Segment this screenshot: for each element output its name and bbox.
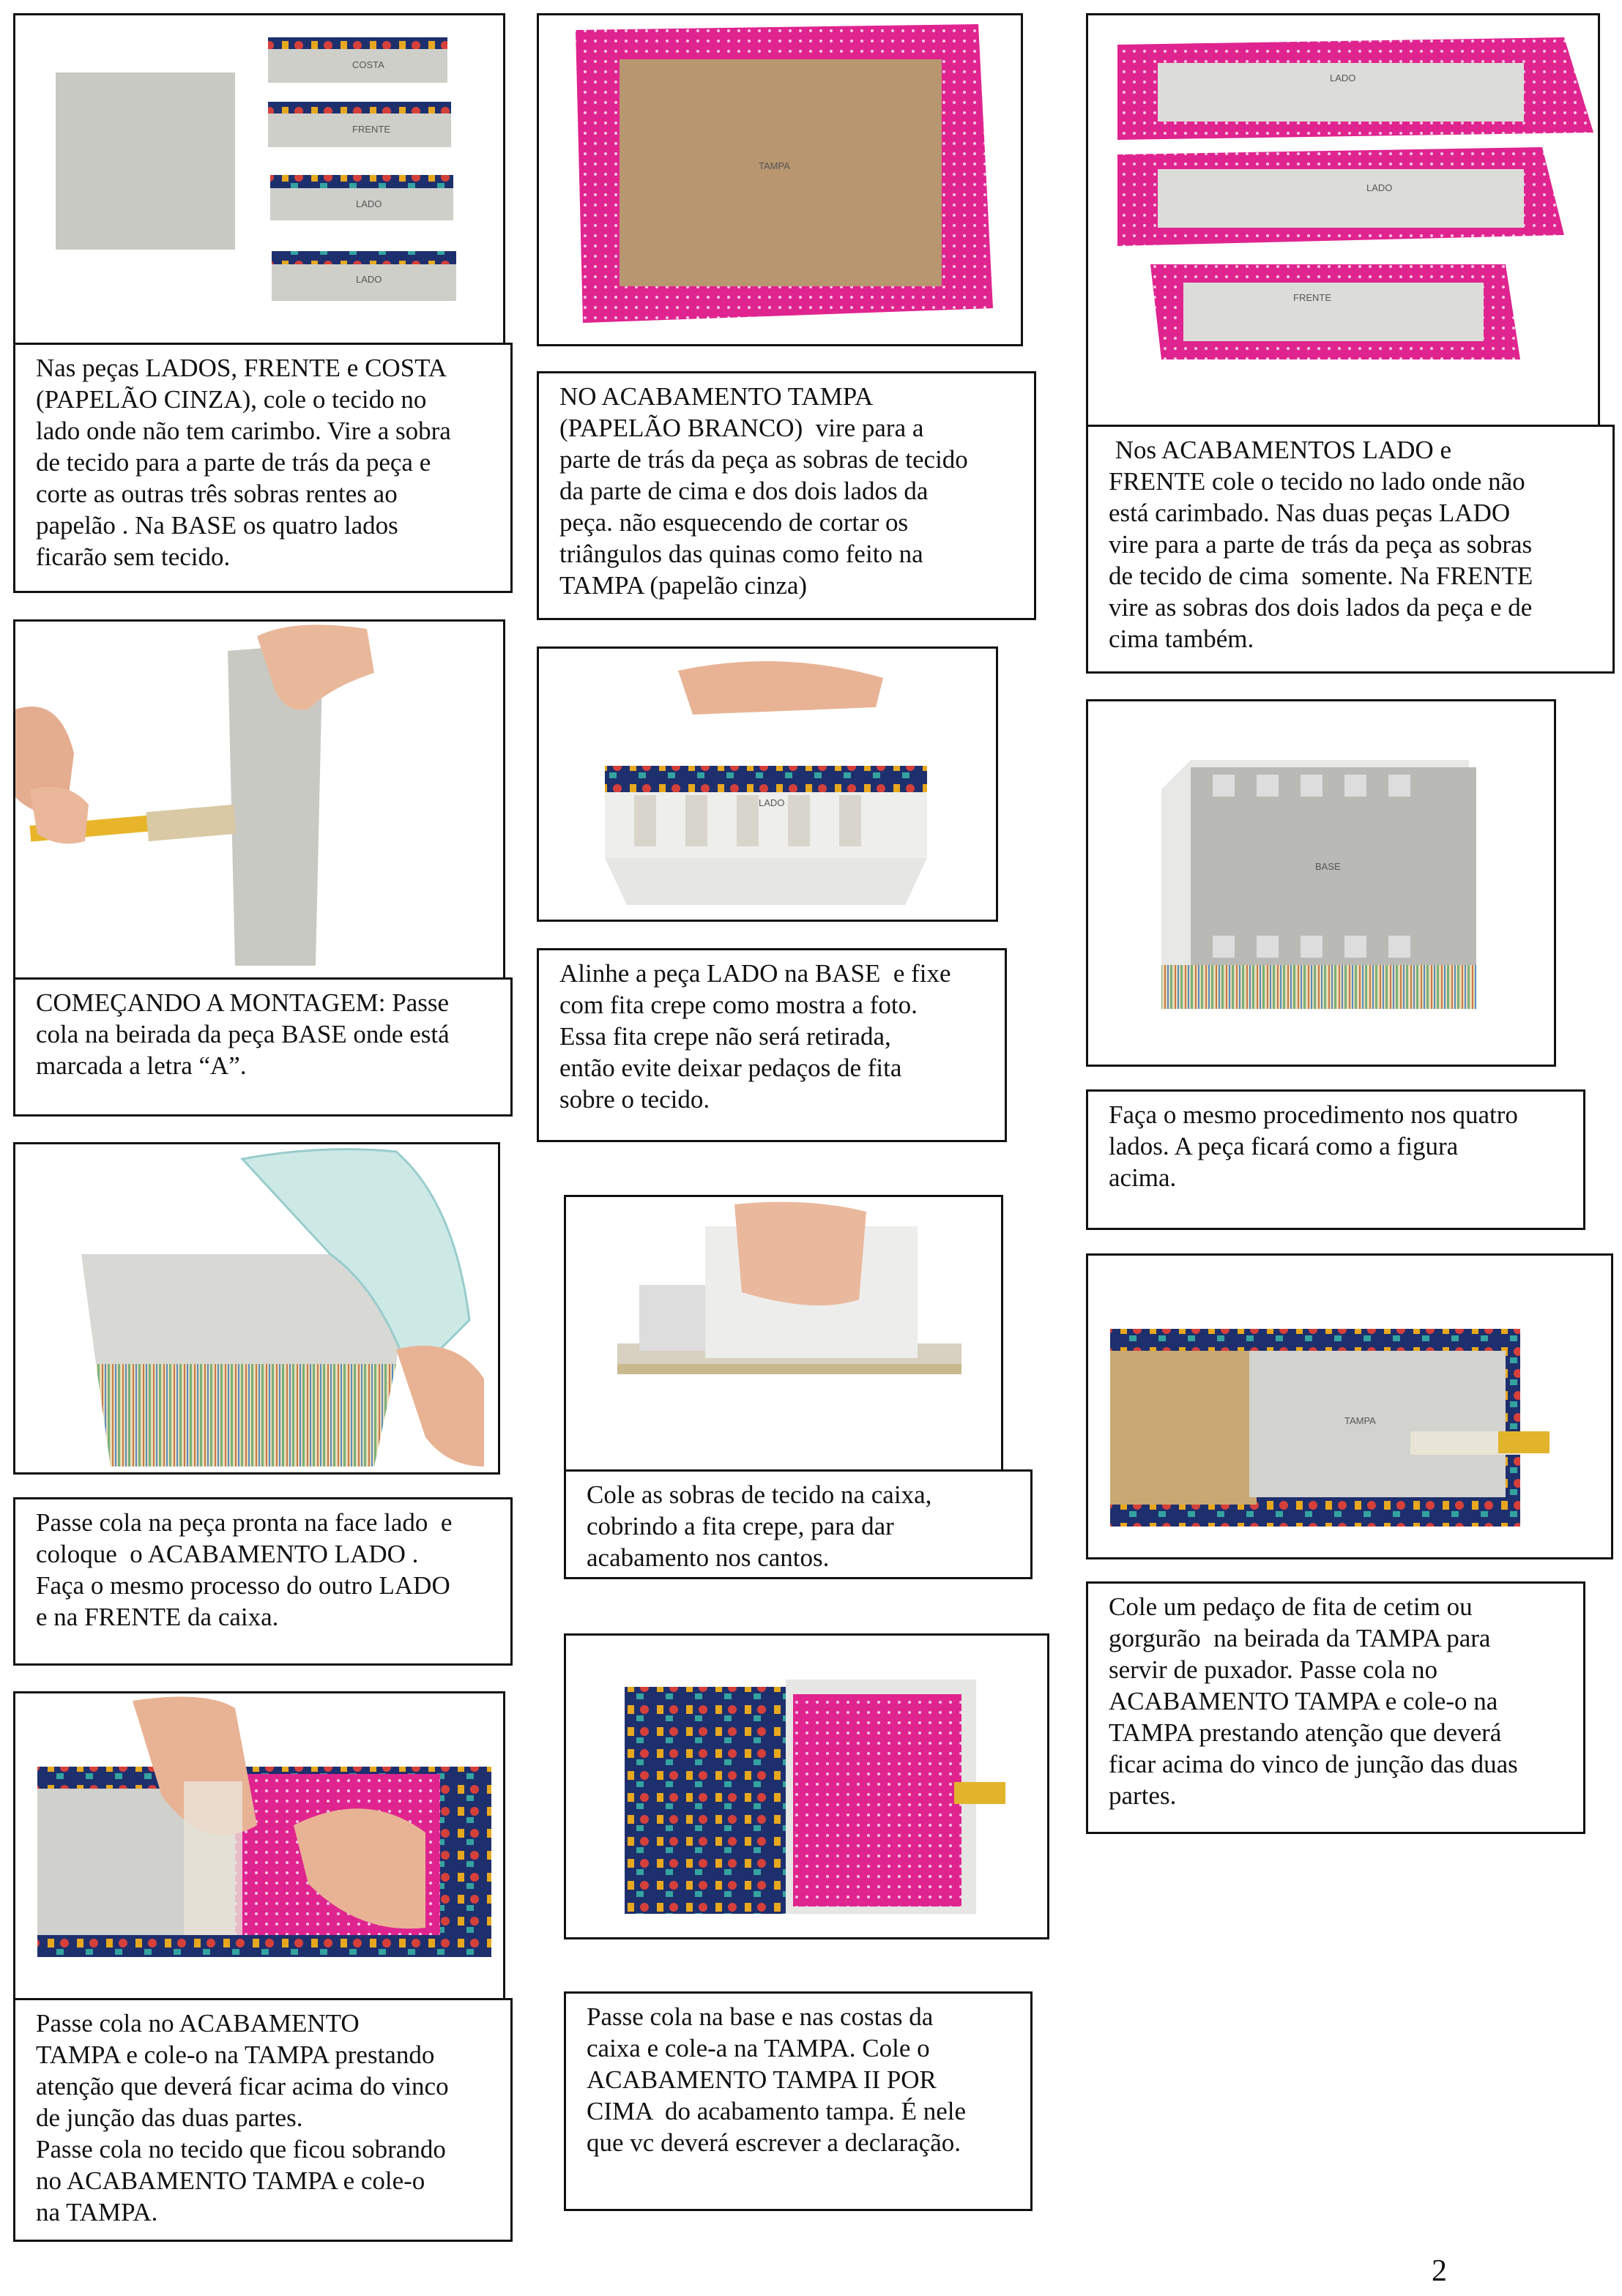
label-lado-2: LADO	[356, 274, 382, 285]
caption-step-4: COMEÇANDO A MONTAGEM: Passe cola na beirada da peça BASE onde está marcada a letra “A”.	[13, 977, 513, 1117]
caption-step-8: Cole as sobras de tecido na caixa, cobrindo a fita crepe, para dar acabamento nos cantos.	[564, 1469, 1033, 1579]
label-lado-3a: LADO	[1330, 72, 1356, 83]
photo-cardboard-pieces	[13, 13, 505, 348]
photo-gluing-base	[13, 619, 505, 980]
photo-acabamento-lado-frente	[1086, 13, 1600, 432]
caption-step-11: Passe cola na base e nas costas da caixa e cole-a na TAMPA. Cole o ACABAMENTO TAMPA II POR CIMA do acabamento tampa. É nele que vc deverá escrever a declaração.	[564, 1991, 1033, 2211]
photo-attaching-lado	[13, 1142, 500, 1475]
label-frente: FRENTE	[352, 124, 390, 135]
caption-step-6: Faça o mesmo procedimento nos quatro lados. A peça ficará como a figura acima.	[1086, 1089, 1585, 1230]
photo-base-taped	[1086, 699, 1556, 1067]
label-frente-3: FRENTE	[1293, 292, 1331, 303]
label-base: BASE	[1315, 861, 1341, 872]
caption-step-3: Nos ACABAMENTOS LADO e FRENTE cole o tecido no lado onde não está carimbado. Nas duas peças LADO vire para a parte de trás da peça as sobras de tecido de cima somente. Na FRENTE vire as sobras dos dois lados da peça e de cima também.	[1086, 425, 1615, 674]
label-lado-3b: LADO	[1366, 182, 1393, 193]
label-tampa-9: TAMPA	[1344, 1415, 1376, 1426]
label-costa: COSTA	[352, 59, 384, 70]
caption-step-1: Nas peças LADOS, FRENTE e COSTA (PAPELÃO CINZA), cole o tecido no lado onde não tem carimbo. Vire a sobra de tecido para a parte de trás da peça e corte as outras três sobras rentes ao papelão . Na BASE os quatro lados ficarão sem tecido.	[13, 343, 513, 593]
caption-step-7: Passe cola na peça pronta na face lado e coloque o ACABAMENTO LADO . Faça o mesmo processo do outro LADO e na FRENTE da caixa.	[13, 1497, 513, 1666]
page-number: 2	[1432, 2254, 1447, 2288]
label-tampa-photo: TAMPA	[759, 160, 790, 171]
label-lado-1: LADO	[356, 198, 382, 209]
caption-step-10: Passe cola no ACABAMENTO TAMPA e cole-o na TAMPA prestando atenção que deverá ficar acima do vinco de junção das duas partes. Passe cola no tecido que ficou sobrando no ACABAMENTO TAMPA e cole-o na TAMPA.	[13, 1998, 513, 2242]
photo-folding-fabric	[564, 1195, 1003, 1473]
caption-step-9: Cole um pedaço de fita de cetim ou gorgurão na beirada da TAMPA para servir de puxador. Passe cola no ACABAMENTO TAMPA e cole-o na TAMPA prestando atenção que deverá ficar acima do vinco de junção das duas partes.	[1086, 1581, 1585, 1834]
photo-box-with-tampa	[564, 1633, 1049, 1939]
caption-step-2: NO ACABAMENTO TAMPA (PAPELÃO BRANCO) vire para a parte de trás da peça as sobras de tecido da parte de cima e dos dois lados da peça. não esquecendo de cortar os triângulos das quinas como feito na TAMPA (papelão cinza)	[537, 371, 1036, 620]
label-lado-5: LADO	[759, 797, 785, 808]
photo-gluing-acabamento-tampa	[13, 1691, 505, 2009]
photo-lado-on-base	[537, 646, 998, 922]
photo-acabamento-tampa	[537, 13, 1023, 346]
caption-step-5: Alinhe a peça LADO na BASE e fixe com fita crepe como mostra a foto. Essa fita crepe não será retirada, então evite deixar pedaços de fita sobre o tecido.	[537, 948, 1007, 1142]
photo-tampa-with-ribbon	[1086, 1253, 1613, 1559]
